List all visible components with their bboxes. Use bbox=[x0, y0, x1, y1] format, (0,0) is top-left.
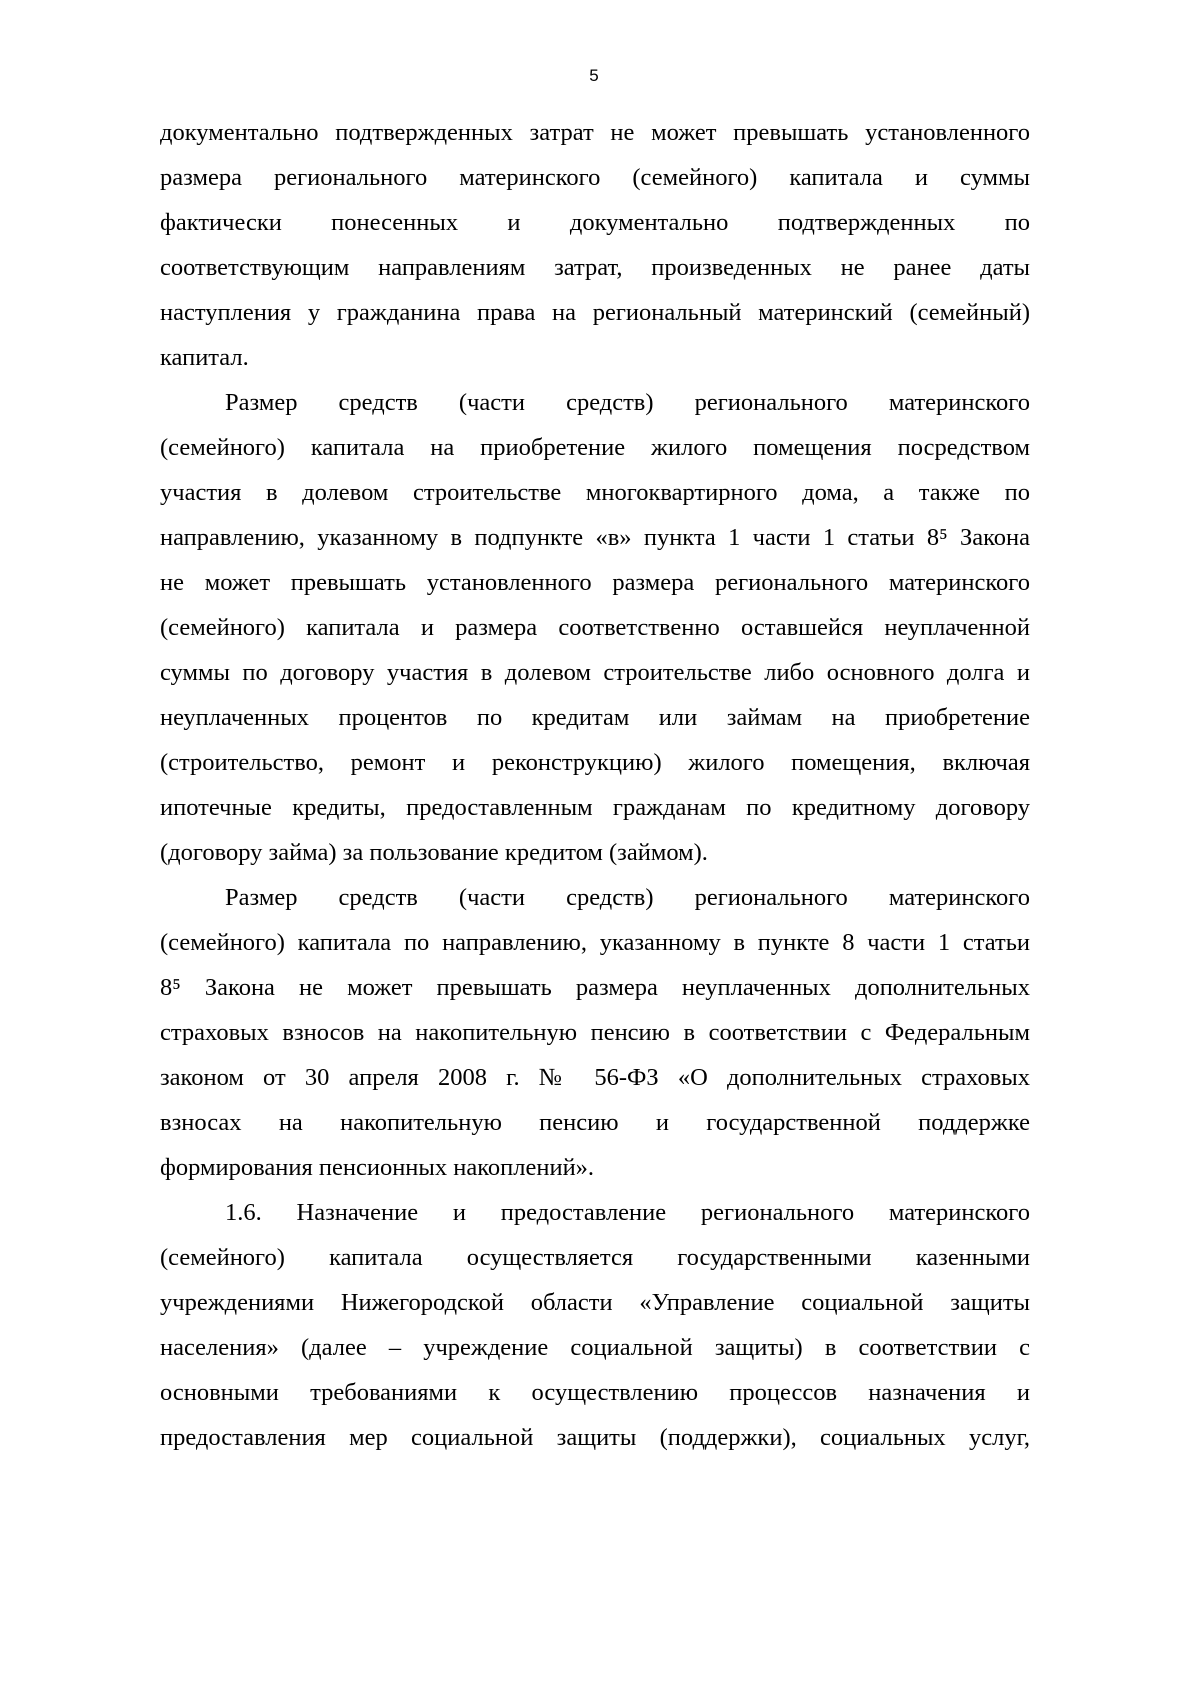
paragraph bbox=[160, 110, 1030, 380]
text-line: участия в долевом строительстве многоквартирного дома, а также по bbox=[160, 479, 1030, 506]
text-line: Размер средств (части средств) регионального материнского bbox=[225, 884, 1030, 911]
text-line: фактически понесенных и документально подтвержденных по bbox=[160, 209, 1030, 236]
text-line: ипотечные кредиты, предоставленным гражданам по кредитному договору bbox=[160, 794, 1030, 821]
text-line: 1.6. Назначение и предоставление регионального материнского bbox=[225, 1199, 1030, 1226]
text-line: направлению, указанному в подпункте «в» пункта 1 части 1 статьи 8⁵ Закона bbox=[160, 524, 1030, 551]
text-line: не может превышать установленного размера регионального материнского bbox=[160, 569, 1030, 596]
text-line: наступления у гражданина права на региональный материнский (семейный) bbox=[160, 299, 1030, 326]
text-line: капитал. bbox=[160, 344, 249, 371]
text-line: Размер средств (части средств) регионального материнского bbox=[225, 389, 1030, 416]
page-number: 5 bbox=[589, 66, 599, 85]
text-line: (семейного) капитала на приобретение жилого помещения посредством bbox=[160, 434, 1030, 461]
text-line: основными требованиями к осуществлению процессов назначения и bbox=[160, 1379, 1030, 1406]
text-line: суммы по договору участия в долевом строительстве либо основного долга и bbox=[160, 659, 1030, 686]
document-body bbox=[160, 110, 1030, 1460]
text-line: (семейного) капитала осуществляется государственными казенными bbox=[160, 1244, 1030, 1271]
text-line: 8⁵ Закона не может превышать размера неуплаченных дополнительных bbox=[160, 974, 1030, 1001]
text-line: (строительство, ремонт и реконструкцию) жилого помещения, включая bbox=[160, 749, 1030, 776]
paragraph bbox=[160, 380, 1030, 875]
text-line: неуплаченных процентов по кредитам или займам на приобретение bbox=[160, 704, 1030, 731]
text-line: (семейного) капитала и размера соответственно оставшейся неуплаченной bbox=[160, 614, 1030, 641]
paragraph bbox=[160, 1190, 1030, 1460]
text-line: законом от 30 апреля 2008 г. № 56-ФЗ «О дополнительных страховых bbox=[160, 1064, 1030, 1091]
text-line: (договору займа) за пользование кредитом (займом). bbox=[160, 839, 708, 866]
text-line: документально подтвержденных затрат не может превышать установленного bbox=[160, 119, 1030, 146]
text-line: (семейного) капитала по направлению, указанному в пункте 8 части 1 статьи bbox=[160, 929, 1030, 956]
text-line: формирования пенсионных накоплений». bbox=[160, 1154, 595, 1181]
text-line: учреждениями Нижегородской области «Управление социальной защиты bbox=[160, 1289, 1030, 1316]
paragraph bbox=[160, 875, 1030, 1190]
text-line: предоставления мер социальной защиты (поддержки), социальных услуг, bbox=[160, 1424, 1030, 1451]
text-line: страховых взносов на накопительную пенсию в соответствии с Федеральным bbox=[160, 1019, 1030, 1046]
text-line: соответствующим направлениям затрат, произведенных не ранее даты bbox=[160, 254, 1030, 281]
text-line: размера регионального материнского (семейного) капитала и суммы bbox=[160, 164, 1030, 191]
text-line: взносах на накопительную пенсию и государственной поддержке bbox=[160, 1109, 1030, 1136]
text-line: населения» (далее – учреждение социальной защиты) в соответствии с bbox=[160, 1334, 1030, 1361]
